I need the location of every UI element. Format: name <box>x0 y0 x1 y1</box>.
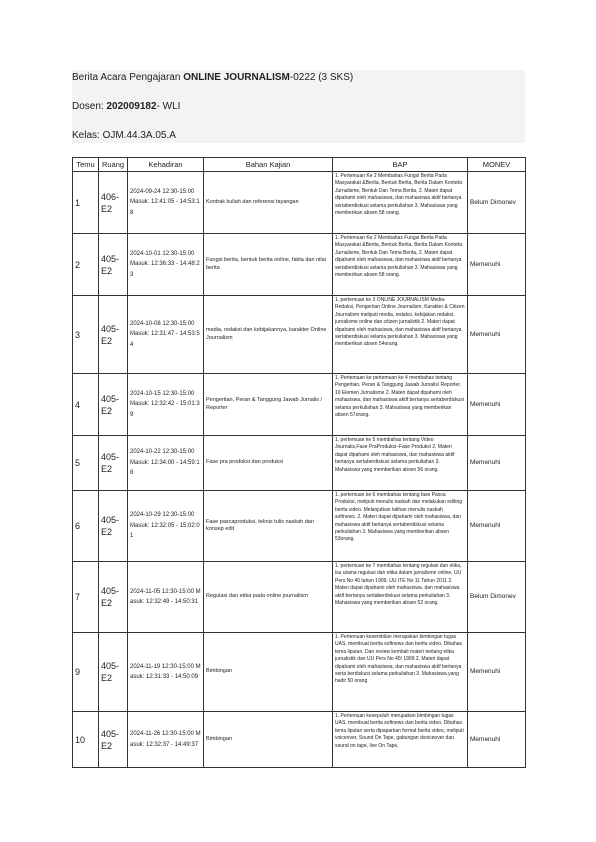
monev-status: Memenuhi <box>468 712 526 768</box>
class-line: Kelas: OJM.44.3A.05.A <box>72 130 176 141</box>
teaching-report-table <box>72 157 526 768</box>
table-row <box>73 234 526 296</box>
monev-status: Belum Dimonev <box>468 172 526 234</box>
study-material: Kontrak kuliah dan referensi tayangan <box>204 172 333 234</box>
attendance: 2024-10-01 12:30-15:00 Masuk: 12:36:33 - 14:48:23 <box>128 234 204 296</box>
monev-status: Memenuhi <box>468 296 526 374</box>
bap-text: 1. pertemuan ke 6 membahas tentang fase Pasca Produksi, meliputi menulis naskah dan melakukan editing berita video. Melanjutkan latihan menulis naskah softnews. 2. Materi dapat dipahami oleh mahasiswa, dan mahasiswa aktif bertanya sertaberdiskusi selama perkuliahan 3. Mahasiswa yang memberikan absen 53orang. <box>333 491 468 562</box>
col-header-bap: BAP <box>333 158 468 172</box>
meeting-number: 4 <box>73 374 99 436</box>
table-row <box>73 296 526 374</box>
attendance: 2024-11-26 12:30-15:00 Masuk: 12:32:37 - 14:49:37 <box>128 712 204 768</box>
meeting-number: 9 <box>73 633 99 712</box>
bap-text: 1. Pertemuan Ke 2 Membahas Fungsi Berita Pada Masyarakat &Berita, Bentuk Berita, Berita Dalam Konteks Jurnalisme, Bentuk Dan Tema Berita, 2. Materi dapat dipahami oleh mahasiswa, dan mahasiswa aktif bertanya sertaberdiskusi selama perkuliahan 3. Mahasiswa yang memberikan absen 58 orang. <box>333 172 468 234</box>
attendance: 2024-11-19 12:30-15:00 Masuk: 12:31:33 - 14:50:09 <box>128 633 204 712</box>
table-row <box>73 633 526 712</box>
lecturer-line: Dosen: 202009182- WLI <box>72 101 181 112</box>
room: 405-E2 <box>99 562 128 633</box>
col-header-bahan-kajian: Bahan Kajian <box>204 158 333 172</box>
bap-text: 1. pertemuan ke 7 membahas tentang regulasi dan etika, isu utama regulasi dan etika dalam jurnalisme online, UU Pers No 40 tahun 1999, UU ITE No 11 Tahun 2011 2. Materi dapat dipahami oleh mahasiswa, dan mahasiswa aktif bertanya sertaberdiskusi selama perkuliahan 3. Mahasiswa yang memberikan absen 52 orang. <box>333 562 468 633</box>
table-row <box>73 491 526 562</box>
attendance: 2024-10-15 12:30-15:00 Masuk: 12:32:42 - 15:01:39 <box>128 374 204 436</box>
col-header-ruang: Ruang <box>99 158 128 172</box>
study-material: Regulasi dan etika pada online journalism <box>204 562 333 633</box>
room: 406-E2 <box>99 172 128 234</box>
meeting-number: 2 <box>73 234 99 296</box>
monev-status: Memenuhi <box>468 633 526 712</box>
room: 405-E2 <box>99 234 128 296</box>
room: 405-E2 <box>99 491 128 562</box>
meeting-number: 7 <box>73 562 99 633</box>
col-header-temu: Temu <box>73 158 99 172</box>
attendance: 2024-10-08 12:30-15:00 Masuk: 12:31:47 - 14:53:54 <box>128 296 204 374</box>
monev-status: Belum Dimonev <box>468 562 526 633</box>
room: 405-E2 <box>99 436 128 491</box>
bap-text: 1. Pertemuan kesembilan merupakan bimbingan tugas UAS, membuat berita softnews dan berita video. Dibahas tema liputan. Dan review kembali materi tentang etika jurnalistik dan UU Pers No 40/ 1999 2. Materi dapat dipahami oleh mahasiswa, dan mahasiswa aktif bertanya serta berdiskusi selama perkuliahan 3. Mahasiswa yang hadir 50 orang <box>333 633 468 712</box>
attendance: 2024-10-29 12:30-15:00 Masuk: 12:32:05 - 15:02:01 <box>128 491 204 562</box>
study-material: Fase pascaproduksi, teknis tulis naskah dan konsep edit <box>204 491 333 562</box>
bap-text: 1. Pertemuan Ke 2 Membahas Fungsi Berita Pada Masyarakat &Berita, Bentuk Berita, Berita Dalam Konteks Jurnalisme, Bentuk Dan Tema Berita, 2. Materi dapat dipahami oleh mahasiswa, dan mahasiswa aktif bertanya sertaberdiskusi selama perkuliahan 3. Mahasiswa yang memberikan absen 58 orang. <box>333 234 468 296</box>
lecturer-code: 202009182 <box>106 101 157 112</box>
monev-status: Memenuhi <box>468 491 526 562</box>
study-material: Pengertian, Peran & Tanggung Jawab Jurnalis / Reporter <box>204 374 333 436</box>
table-row <box>73 436 526 491</box>
study-material: media, redaksi dan kebijakannya, karakter Online Journalism <box>204 296 333 374</box>
study-material: Fungsi berita, bentuk berita online, fakta dan nilai berita <box>204 234 333 296</box>
meeting-number: 5 <box>73 436 99 491</box>
room: 405-E2 <box>99 633 128 712</box>
report-title: Berita Acara Pengajaran ONLINE JOURNALISM-0222 (3 SKS) <box>72 72 354 83</box>
table-row <box>73 562 526 633</box>
monev-status: Memenuhi <box>468 234 526 296</box>
col-header-monev: MONEV <box>468 158 526 172</box>
room: 405-E2 <box>99 374 128 436</box>
col-header-kehadiran: Kehadiran <box>128 158 204 172</box>
monev-status: Memenuhi <box>468 436 526 491</box>
study-material: Fase pra produksi dan produksi <box>204 436 333 491</box>
monev-status: Memenuhi <box>468 374 526 436</box>
course-name: ONLINE JOURNALISM <box>183 72 290 83</box>
attendance: 2024-10-22 12:30-15:00 Masuk: 12:34:00 - 14:59:18 <box>128 436 204 491</box>
table-row <box>73 374 526 436</box>
room: 405-E2 <box>99 712 128 768</box>
bap-text: 1. pertemuan ke 3 ONLINE JOURNALISM Media-Redaksi, Pengertian Online Journalism, Karakter & Citizen Journalism meliputi media, redaksi, kebijakan redaksi, jurnalisme online dan citizen jurnalistik 2. Materi dapat dipahami oleh mahasiswa, dan mahasiswa aktif bertanya sertaberdiskusi selama perkuliahan 3. Mahasiswa yang memberikan absen 54orang. <box>333 296 468 374</box>
meeting-number: 10 <box>73 712 99 768</box>
room: 405-E2 <box>99 296 128 374</box>
meeting-number: 3 <box>73 296 99 374</box>
meeting-number: 6 <box>73 491 99 562</box>
table-row <box>73 712 526 768</box>
table-header-row <box>73 158 526 172</box>
bap-text: 1. pertemuan ke 5 membahas tentang Video Journalis,Fase PraProduksi–Fase Produksi 2. Materi dapat dipahami oleh mahasiswa, dan mahasiswa aktif bertanya sertaberdiskusi selama perkuliahan 3. Mahasiswa yang memberikan absen 56 orang. <box>333 436 468 491</box>
attendance: 2024-11-05 12:30-15:00 Masuk: 12:32:49 - 14:50:31 <box>128 562 204 633</box>
meeting-number: 1 <box>73 172 99 234</box>
study-material: Bimbingan <box>204 633 333 712</box>
bap-text: 1. Pertemuan kesepuluh merupakan bimbingan tugas UAS, membuat berita softnews dan berita video. Dibahas tema liputan serta dipaparkan format berita video, meliputi voiceover, Sound On Tape, gabungan dvoiceover dan sound on tape, live On Tape, <box>333 712 468 768</box>
bap-text: 1. Pertemuan ke pertemuan ke 4 membahas tentang Pengertian, Peran & Tanggung Jawab Jurnalis/ Reporter, 10 Elemen Jurnalisme 2. Materi dapat dipahami oleh mahasiswa, dan mahasiswa aktif bertanya sertaberdiskusi selama perkuliahan 3. Mahasiswa yang memberikan absen 57orang. <box>333 374 468 436</box>
study-material: Bimbingan <box>204 712 333 768</box>
attendance: 2024-09-24 12:30-15:00 Masuk: 12:41:05 - 14:53:18 <box>128 172 204 234</box>
table-row <box>73 172 526 234</box>
